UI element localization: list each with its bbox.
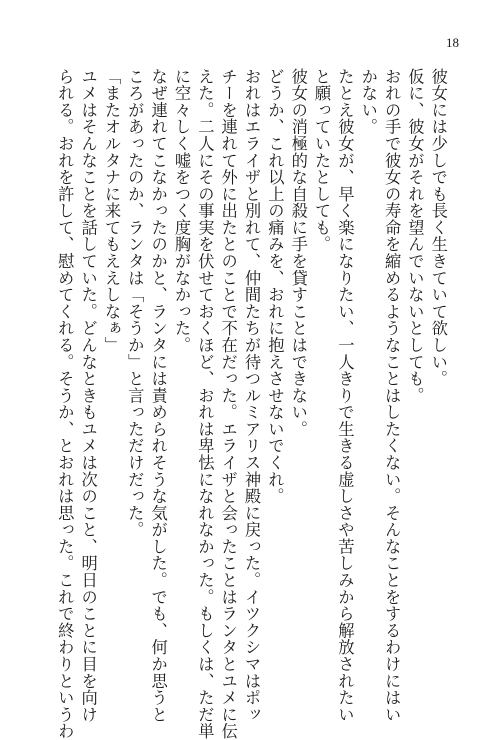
text-line: られる。おれを許して、慰めてくれる。そうか、とおれは思った。これで終わりというわ	[55, 68, 75, 740]
text-line: おれの手で彼女の寿命を縮めるようなことはしたくない。そんなことをするわけにはい	[382, 68, 402, 723]
text-line: かない。	[358, 68, 378, 136]
text-line: に空々しく嘘をつく度胸がなかった。	[172, 68, 192, 354]
text-line: 彼女の消極的な自殺に手を貸すことはできない。	[288, 68, 308, 438]
text-line: 仮に、彼女がそれを望んでいないとしても。	[405, 68, 425, 404]
text-line: 彼女には少しでも長く生きていて欲しい。	[428, 68, 448, 388]
page-number: 18	[446, 35, 459, 50]
text-line: たとえ彼女が、早く楽になりたい、一人きりで生きる虚しさや苦しみから解放されたい	[335, 68, 355, 723]
text-line: えた。二人にその事実を伏せておくほど、おれは卑怯になれなかった。もしくは、ただ単	[195, 68, 215, 740]
text-line: チーを連れて外に出たとのことで不在だった。エライザと会ったことはランタとユメに伝	[218, 68, 238, 740]
text-line: なぜ連れてこなかったのかと、ランタには責められそうな気がした。でも、何か思うと	[148, 68, 168, 723]
text-line: どうか、これ以上の痛みを、おれに抱えさせないでくれ。	[265, 68, 285, 505]
text-line: おれはエライザと別れて、仲間たちが待つルミアリス神殿に戻った。イツクシマはポッ	[242, 68, 262, 723]
text-line: ころがあったのか、ランタは「そうか」と言っただけだった。	[125, 68, 145, 539]
text-line: と願っていたとしても。	[312, 68, 332, 253]
text-line: 「またオルタナに来てもええしなぁ」	[101, 68, 121, 354]
text-line: ユメはそんなことを話していた。どんなときもユメは次のこと、明日のことに目を向け	[78, 68, 98, 723]
vertical-text-body	[55, 68, 448, 740]
